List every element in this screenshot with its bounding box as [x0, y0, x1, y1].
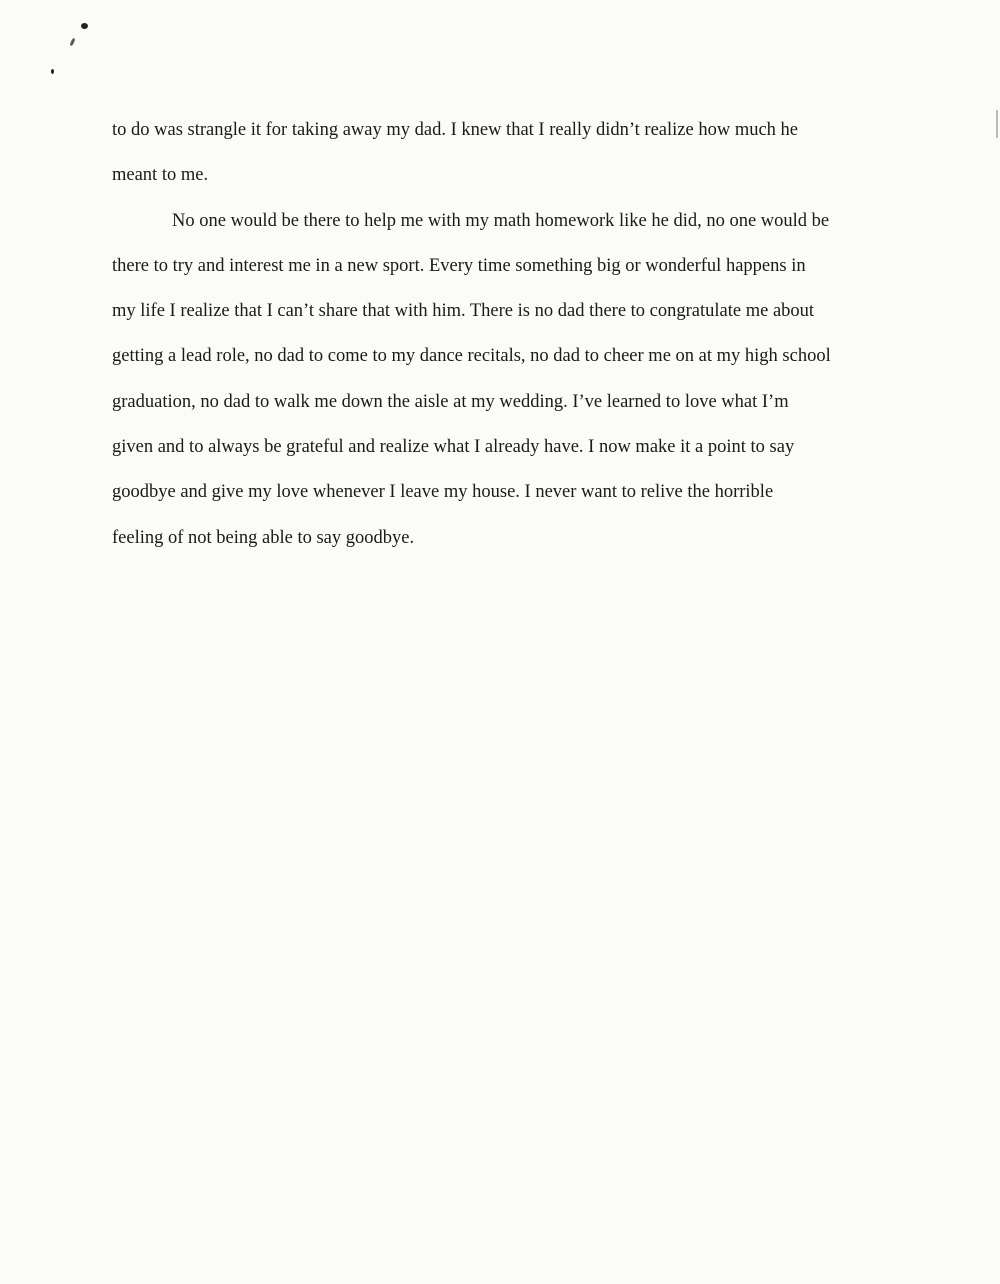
- text-line: getting a lead role, no dad to come to my dance recitals, no dad to cheer me on at my high school: [112, 346, 831, 367]
- text-line: my life I realize that I can’t share that with him. There is no dad there to congratulate me about: [112, 301, 815, 322]
- essay-text: [112, 108, 902, 561]
- ink-speck: [51, 69, 54, 74]
- paragraph-start-line: No one would be there to help me with my math homework like he did, no one would be: [172, 210, 830, 231]
- text-line: there to try and interest me in a new sport. Every time something big or wonderful happens in: [112, 255, 806, 276]
- ink-speck: [81, 23, 88, 29]
- text-line: given and to always be grateful and realize what I already have. I now make it a point to say: [112, 437, 795, 458]
- text-line: feeling of not being able to say goodbye.: [112, 527, 415, 548]
- text-line: goodbye and give my love whenever I leave my house. I never want to relive the horrible: [112, 482, 774, 503]
- text-line: to do was strangle it for taking away my dad. I knew that I really didn’t realize how much he: [112, 120, 799, 140]
- scan-edge-mark: [996, 110, 998, 138]
- text-line: meant to me.: [112, 165, 209, 186]
- text-line: graduation, no dad to walk me down the aisle at my wedding. I’ve learned to love what I’m: [112, 391, 789, 412]
- ink-speck: [69, 38, 75, 47]
